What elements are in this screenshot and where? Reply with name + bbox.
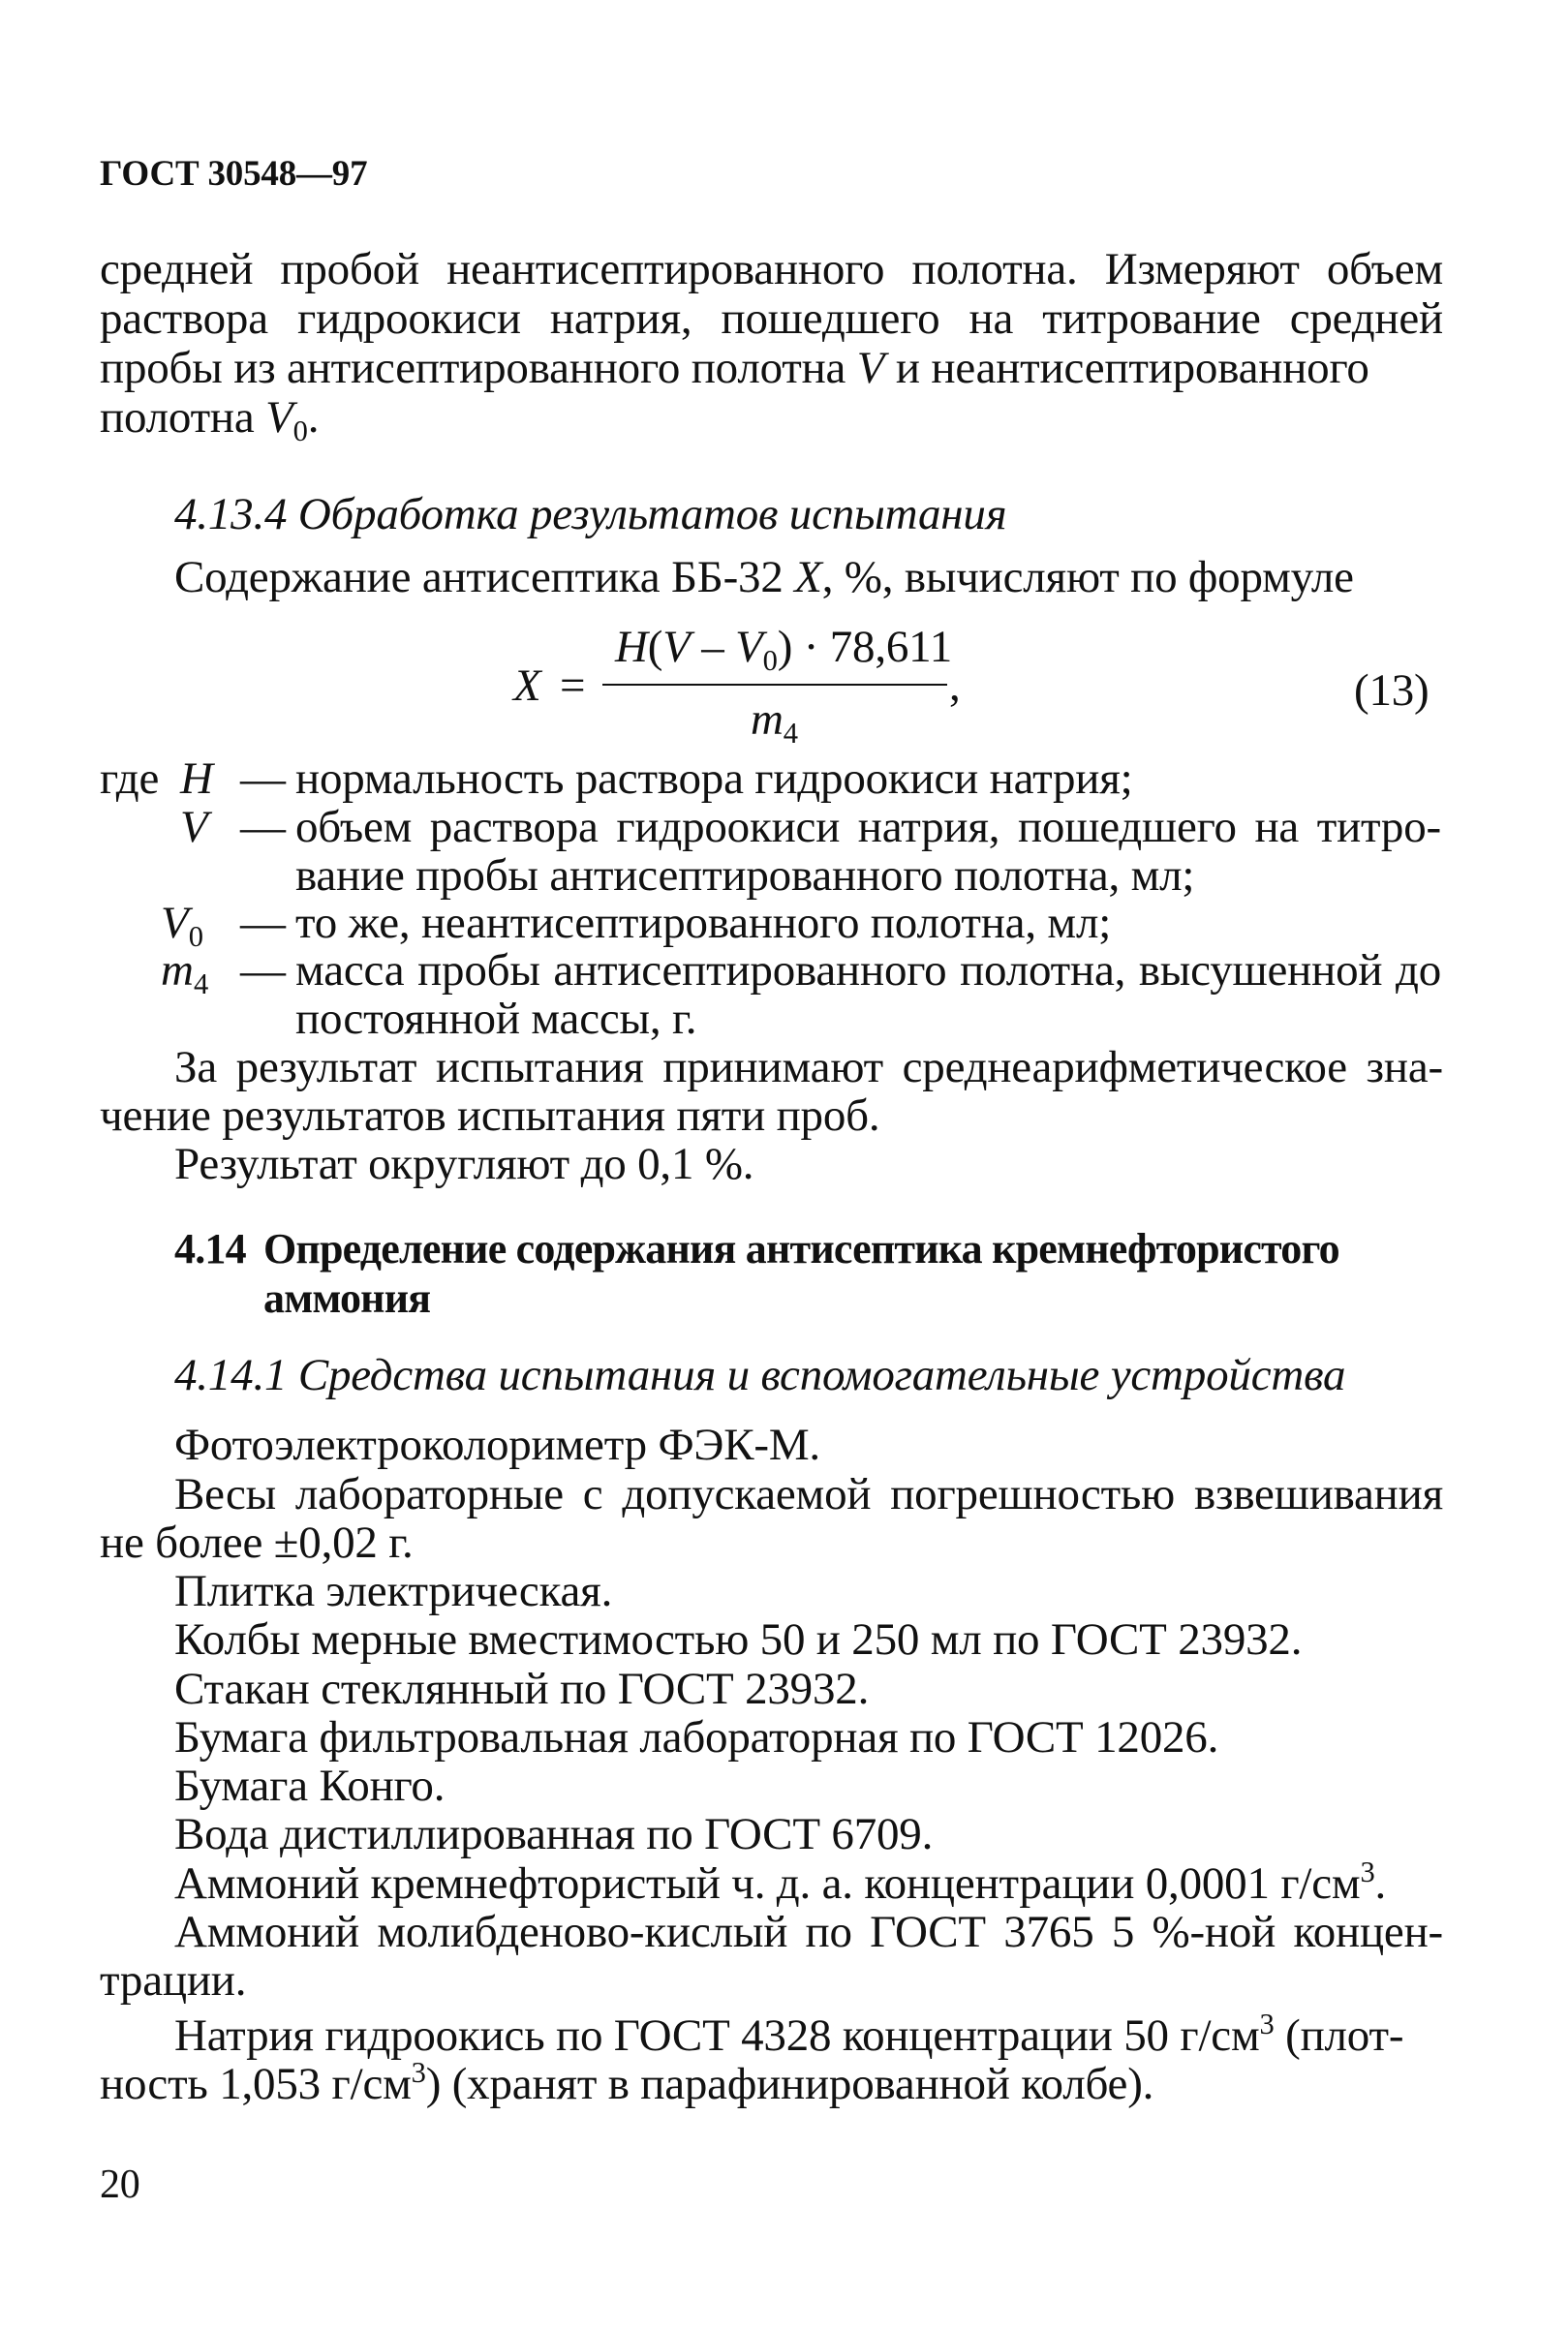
where-symbol [161,943,209,1001]
list-item: Бумага фильтровальная лабораторная по ГОСТ 12026. [174,1712,1219,1763]
where-symbol [161,896,203,954]
paragraph-line: средней пробой неантисептированного полотна. Измеряют объем [100,244,1443,294]
text-run: ) (хранят в парафинированной колбе). [425,2059,1154,2109]
paragraph-line: За результат испытания принимают среднеарифметическое зна- [174,1042,1443,1092]
variable-symbol: m [751,694,784,745]
text-run: и неантисептированного [895,343,1369,393]
list-item: Фотоэлектроколориметр ФЭК-М. [174,1420,820,1470]
variable-symbol: X [794,552,822,602]
list-item [174,2009,1403,2063]
where-definition: нормальность раствора гидроокиси натрия; [295,753,1133,804]
superscript: 3 [411,2056,426,2090]
where-definition: объем раствора гидроокиси натрия, пошедшего на титро- [295,802,1441,852]
list-item-continued: не более ±0,02 г. [100,1518,414,1568]
text-run: – [690,622,736,672]
variable-symbol: H [615,622,648,672]
list-item: Весы лабораторные с допускаемой погрешностью взвешивания [174,1469,1443,1519]
page-number: 20 [100,2162,140,2207]
text-run: полотна [100,392,255,443]
variable-symbol: V [735,622,763,672]
text-run: (плот- [1274,2010,1404,2061]
list-item: Плитка электрическая. [174,1566,613,1616]
list-item: Бумага Конго. [174,1761,446,1811]
where-symbol: V [180,802,208,852]
paragraph-line [100,341,1369,395]
text-run: . [307,392,320,443]
section-number: 4.14 [174,1225,246,1273]
list-item: Стакан стеклянный по ГОСТ 23932. [174,1664,870,1714]
subscript: 4 [193,967,209,1001]
subscript: 4 [783,717,798,751]
paragraph-line: раствора гидроокиси натрия, пошедшего на титрование средней [100,293,1443,344]
where-label: где [100,753,160,804]
variable-symbol: V [856,343,885,393]
paragraph-line: чение результатов испытания пяти проб. [100,1090,880,1141]
where-dash: — [240,753,286,804]
subscript: 0 [292,414,308,448]
paragraph-line [100,390,320,448]
text-run: Натрия гидроокись по ГОСТ 4328 концентрации 50 г/см [174,2010,1260,2061]
where-dash: — [240,945,286,996]
formula-number: (13) [1354,665,1430,716]
where-definition: то же, неантисептированного полотна, мл; [295,898,1112,948]
formula-intro [174,550,1354,604]
text-run: . [1374,1858,1387,1909]
text-run: ) · 78,611 [777,622,953,672]
formula-comma: , [949,660,961,711]
where-dash: — [240,802,286,852]
where-symbol: H [180,753,213,804]
list-item-continued: трации. [100,1955,247,2006]
where-definition: вание пробы антисептированного полотна, мл; [295,850,1195,901]
variable-symbol: m [161,945,194,996]
subscript: 0 [762,644,778,678]
text-run: Содержание антисептика ББ-32 [174,552,784,602]
list-item-continued [100,2057,1153,2111]
document-header: ГОСТ 30548—97 [100,154,368,194]
subsection-title: 4.14.1 Средства испытания и вспомогательные устройства [174,1350,1346,1400]
formula-equals: = [560,660,586,711]
subscript: 0 [188,920,203,954]
text-run: ность 1,053 г/см [100,2059,412,2109]
list-item: Вода дистиллированная по ГОСТ 6709. [174,1809,934,1859]
variable-symbol: V [662,622,691,672]
section-title: аммония [263,1274,431,1322]
formula-lhs: X [513,660,541,711]
list-item [174,1856,1386,1911]
section-title: Определение содержания антисептика кремнефтористого [263,1225,1339,1273]
list-item: Колбы мерные вместимостью 50 и 250 мл по ГОСТ 23932. [174,1614,1303,1665]
subsection-title: 4.13.4 Обработка результатов испытания [174,489,1007,539]
superscript: 3 [1259,2008,1275,2041]
text-run: , %, вычисляют по формуле [821,552,1354,602]
text-run: пробы из антисептированного полотна [100,343,846,393]
list-item: Аммоний молибденово-кислый по ГОСТ 3765 5 %-ной концен- [174,1907,1443,1957]
superscript: 3 [1360,1856,1375,1889]
formula-numerator [615,620,953,678]
variable-symbol: V [265,392,293,443]
where-definition: постоянной массы, г. [295,994,697,1044]
fraction-bar [602,684,947,686]
text-run: ( [647,622,663,672]
variable-symbol: V [161,898,189,948]
where-dash: — [240,898,286,948]
paragraph-line: Результат округляют до 0,1 %. [174,1139,754,1189]
formula-denominator [751,692,798,751]
where-definition: масса пробы антисептированного полотна, высушенной до [295,945,1441,996]
text-run: Аммоний кремнефтористый ч. д. а. концентрации 0,0001 г/см [174,1858,1361,1909]
